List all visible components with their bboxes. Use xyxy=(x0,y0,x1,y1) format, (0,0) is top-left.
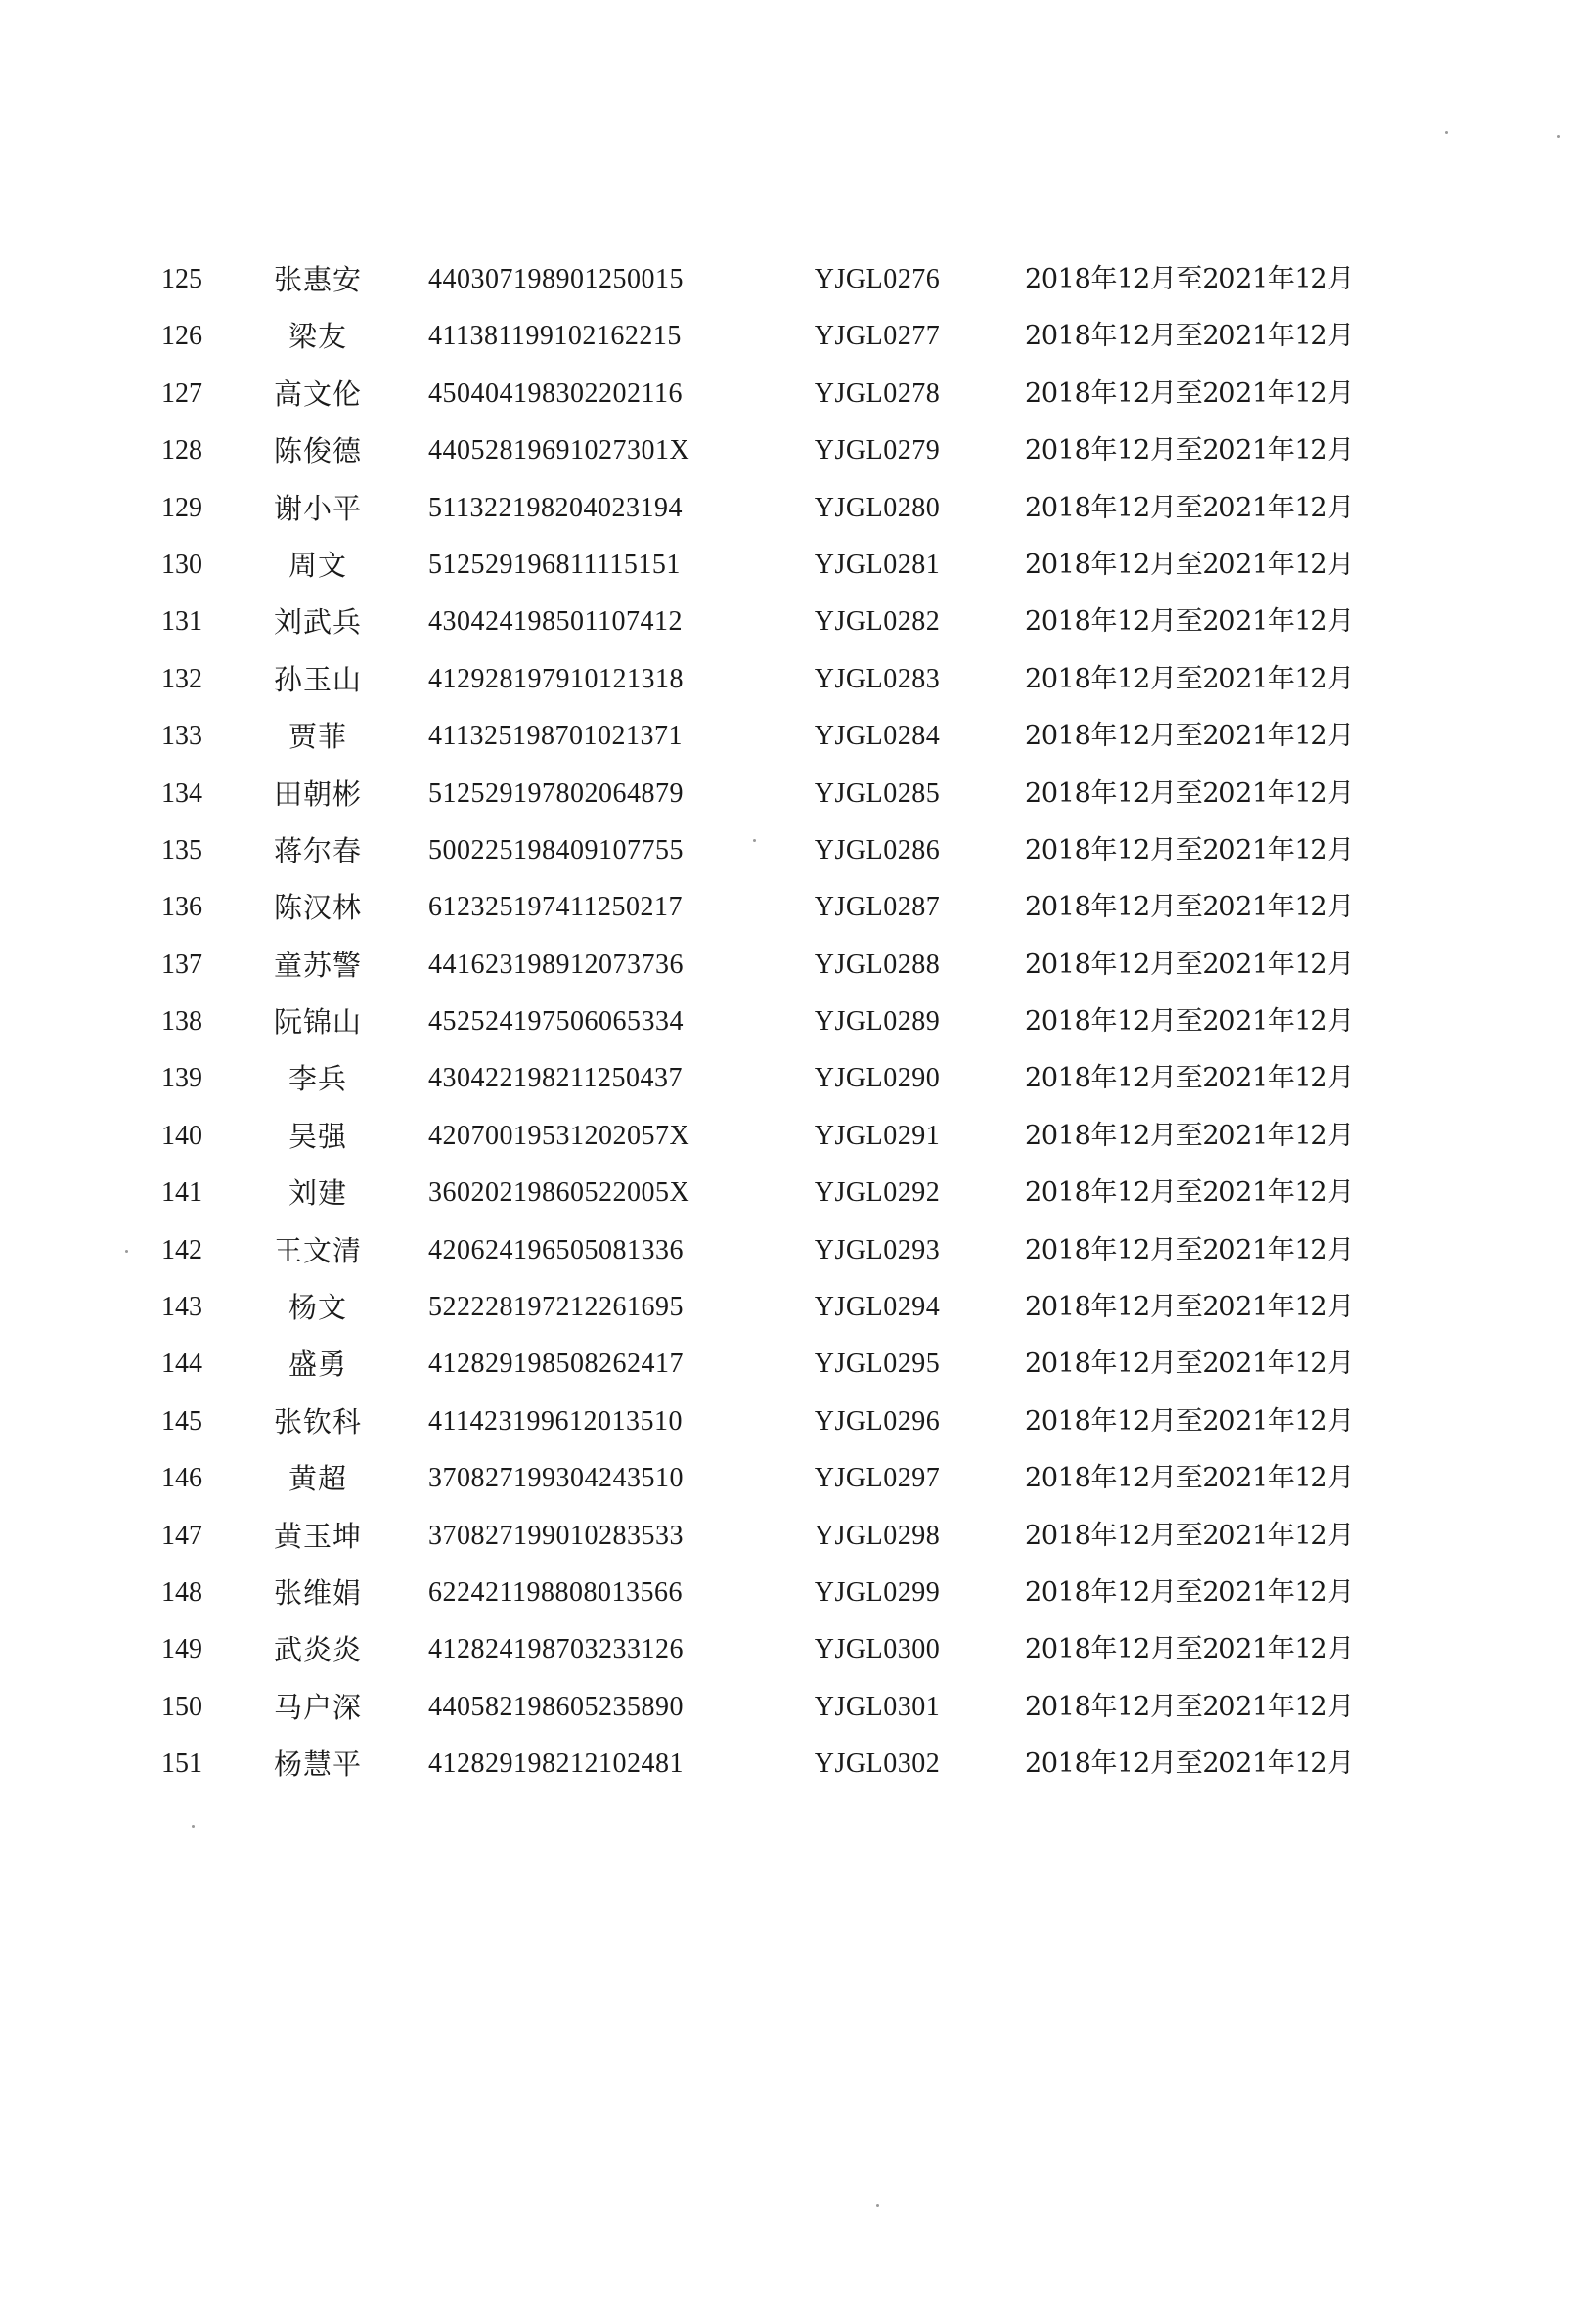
person-name: 童苏警 xyxy=(273,948,362,982)
validity-period: 2018年12月至2021年12月 xyxy=(1024,1691,1354,1722)
id-number: 452524197506065334 xyxy=(428,1006,684,1038)
row-number: 125 xyxy=(161,264,202,294)
row-number: 145 xyxy=(161,1405,202,1437)
certificate-code: YJGL0282 xyxy=(814,606,941,638)
certificate-code: YJGL0302 xyxy=(814,1748,941,1780)
certificate-code: YJGL0284 xyxy=(814,721,941,752)
row-number: 134 xyxy=(161,777,202,809)
row-number: 128 xyxy=(161,435,202,466)
id-number: 612325197411250217 xyxy=(428,892,683,923)
certificate-code: YJGL0288 xyxy=(814,949,941,980)
person-name: 田朝彬 xyxy=(273,776,362,811)
certificate-code: YJGL0292 xyxy=(814,1177,941,1209)
validity-period: 2018年12月至2021年12月 xyxy=(1024,1234,1354,1265)
certificate-code: YJGL0278 xyxy=(814,377,941,409)
person-name: 阮锦山 xyxy=(273,1005,362,1039)
id-number: 412829198508262417 xyxy=(428,1349,684,1380)
row-number: 148 xyxy=(161,1576,202,1608)
validity-period: 2018年12月至2021年12月 xyxy=(1024,377,1354,409)
certificate-code: YJGL0277 xyxy=(814,321,941,352)
validity-period: 2018年12月至2021年12月 xyxy=(1024,321,1354,352)
person-name: 陈汉林 xyxy=(273,891,362,925)
certificate-code: YJGL0296 xyxy=(814,1405,941,1437)
table-row xyxy=(147,313,1418,370)
validity-period: 2018年12月至2021年12月 xyxy=(1024,1576,1354,1608)
id-number: 412928197910121318 xyxy=(428,663,684,694)
person-name: 吴强 xyxy=(288,1119,347,1153)
table-row xyxy=(147,1341,1418,1397)
table-row xyxy=(147,1513,1418,1570)
certificate-code: YJGL0298 xyxy=(814,1520,941,1551)
row-number: 138 xyxy=(161,1006,202,1038)
validity-period: 2018年12月至2021年12月 xyxy=(1024,1006,1354,1038)
validity-period: 2018年12月至2021年12月 xyxy=(1024,1349,1354,1380)
table-row xyxy=(147,1398,1418,1455)
id-number: 411325198701021371 xyxy=(428,721,683,752)
row-number: 130 xyxy=(161,549,202,580)
table-row xyxy=(147,884,1418,941)
row-number: 142 xyxy=(161,1234,202,1265)
validity-period: 2018年12月至2021年12月 xyxy=(1024,1463,1354,1494)
person-name: 黄超 xyxy=(288,1462,347,1496)
person-name: 杨文 xyxy=(288,1291,347,1325)
id-number: 500225198409107755 xyxy=(428,834,684,865)
certificate-code: YJGL0291 xyxy=(814,1120,941,1151)
person-name: 李兵 xyxy=(288,1062,347,1096)
person-name: 黄玉坤 xyxy=(273,1519,362,1553)
validity-period: 2018年12月至2021年12月 xyxy=(1024,1292,1354,1323)
id-number: 412829198212102481 xyxy=(428,1748,684,1780)
person-name: 张维娟 xyxy=(273,1575,362,1610)
person-name: 张钦科 xyxy=(273,1404,362,1438)
id-number: 522228197212261695 xyxy=(428,1292,684,1323)
certificate-code: YJGL0297 xyxy=(814,1463,941,1494)
table-row xyxy=(147,427,1418,484)
id-number: 622421198808013566 xyxy=(428,1576,683,1608)
scan-speck xyxy=(125,1250,128,1253)
person-name: 武炎炎 xyxy=(273,1633,362,1667)
id-number: 440582198605235890 xyxy=(428,1691,684,1722)
id-number: 411381199102162215 xyxy=(428,321,682,352)
row-number: 144 xyxy=(161,1349,202,1380)
table-row xyxy=(147,1284,1418,1341)
table-row xyxy=(147,1626,1418,1683)
row-number: 146 xyxy=(161,1463,202,1494)
validity-period: 2018年12月至2021年12月 xyxy=(1024,264,1354,294)
person-name: 盛勇 xyxy=(288,1348,347,1382)
validity-period: 2018年12月至2021年12月 xyxy=(1024,549,1354,580)
row-number: 131 xyxy=(161,606,202,638)
roster-table xyxy=(147,256,1418,1798)
table-row xyxy=(147,656,1418,713)
id-number: 440307198901250015 xyxy=(428,264,684,294)
person-name: 陈俊德 xyxy=(273,434,362,468)
person-name: 刘武兵 xyxy=(273,605,362,640)
row-number: 151 xyxy=(161,1748,202,1780)
scan-speck xyxy=(876,2204,879,2207)
certificate-code: YJGL0286 xyxy=(814,834,941,865)
table-row xyxy=(147,1741,1418,1797)
row-number: 147 xyxy=(161,1520,202,1551)
validity-period: 2018年12月至2021年12月 xyxy=(1024,1177,1354,1209)
validity-period: 2018年12月至2021年12月 xyxy=(1024,435,1354,466)
certificate-code: YJGL0300 xyxy=(814,1634,941,1665)
certificate-code: YJGL0295 xyxy=(814,1349,941,1380)
certificate-code: YJGL0290 xyxy=(814,1063,941,1094)
table-row xyxy=(147,1113,1418,1170)
scan-speck xyxy=(1557,135,1560,138)
row-number: 141 xyxy=(161,1177,202,1209)
row-number: 127 xyxy=(161,377,202,409)
id-number: 420624196505081336 xyxy=(428,1234,684,1265)
certificate-code: YJGL0293 xyxy=(814,1234,941,1265)
certificate-code: YJGL0289 xyxy=(814,1006,941,1038)
row-number: 139 xyxy=(161,1063,202,1094)
id-number: 36020219860522005X xyxy=(428,1177,690,1209)
id-number: 512529196811115151 xyxy=(428,549,681,580)
validity-period: 2018年12月至2021年12月 xyxy=(1024,1405,1354,1437)
certificate-code: YJGL0294 xyxy=(814,1292,941,1323)
id-number: 511322198204023194 xyxy=(428,492,683,523)
id-number: 441623198912073736 xyxy=(428,949,684,980)
certificate-code: YJGL0276 xyxy=(814,264,941,294)
id-number: 44052819691027301X xyxy=(428,435,690,466)
id-number: 512529197802064879 xyxy=(428,777,684,809)
row-number: 137 xyxy=(161,949,202,980)
person-name: 马户深 xyxy=(273,1690,362,1724)
validity-period: 2018年12月至2021年12月 xyxy=(1024,663,1354,694)
person-name: 蒋尔春 xyxy=(273,833,362,867)
person-name: 孙玉山 xyxy=(273,662,362,696)
validity-period: 2018年12月至2021年12月 xyxy=(1024,1063,1354,1094)
id-number: 450404198302202116 xyxy=(428,377,683,409)
validity-period: 2018年12月至2021年12月 xyxy=(1024,777,1354,809)
id-number: 370827199010283533 xyxy=(428,1520,684,1551)
table-row xyxy=(147,598,1418,655)
id-number: 430424198501107412 xyxy=(428,606,683,638)
certificate-code: YJGL0281 xyxy=(814,549,941,580)
person-name: 高文伦 xyxy=(273,376,362,411)
person-name: 周文 xyxy=(288,548,347,582)
table-row xyxy=(147,485,1418,542)
table-row xyxy=(147,998,1418,1055)
person-name: 贾菲 xyxy=(288,720,347,754)
id-number: 42070019531202057X xyxy=(428,1120,690,1151)
id-number: 412824198703233126 xyxy=(428,1634,684,1665)
person-name: 张惠安 xyxy=(273,263,362,296)
table-row xyxy=(147,1684,1418,1741)
validity-period: 2018年12月至2021年12月 xyxy=(1024,949,1354,980)
person-name: 刘建 xyxy=(288,1176,347,1211)
certificate-code: YJGL0280 xyxy=(814,492,941,523)
row-number: 132 xyxy=(161,663,202,694)
validity-period: 2018年12月至2021年12月 xyxy=(1024,606,1354,638)
certificate-code: YJGL0285 xyxy=(814,777,941,809)
table-row xyxy=(147,256,1418,313)
table-row xyxy=(147,1170,1418,1226)
table-row xyxy=(147,371,1418,427)
table-row xyxy=(147,1570,1418,1626)
row-number: 143 xyxy=(161,1292,202,1323)
row-number: 136 xyxy=(161,892,202,923)
certificate-code: YJGL0283 xyxy=(814,663,941,694)
id-number: 430422198211250437 xyxy=(428,1063,683,1094)
row-number: 140 xyxy=(161,1120,202,1151)
table-row xyxy=(147,827,1418,884)
row-number: 133 xyxy=(161,721,202,752)
validity-period: 2018年12月至2021年12月 xyxy=(1024,834,1354,865)
scan-speck xyxy=(192,1825,195,1828)
validity-period: 2018年12月至2021年12月 xyxy=(1024,892,1354,923)
table-row xyxy=(147,542,1418,598)
row-number: 129 xyxy=(161,492,202,523)
row-number: 135 xyxy=(161,834,202,865)
table-row xyxy=(147,942,1418,998)
person-name: 梁友 xyxy=(288,320,347,354)
certificate-code: YJGL0287 xyxy=(814,892,941,923)
validity-period: 2018年12月至2021年12月 xyxy=(1024,492,1354,523)
table-row xyxy=(147,713,1418,770)
person-name: 王文清 xyxy=(273,1233,362,1267)
table-row xyxy=(147,1055,1418,1112)
person-name: 杨慧平 xyxy=(273,1747,362,1782)
row-number: 150 xyxy=(161,1691,202,1722)
certificate-code: YJGL0279 xyxy=(814,435,941,466)
certificate-code: YJGL0301 xyxy=(814,1691,941,1722)
validity-period: 2018年12月至2021年12月 xyxy=(1024,1520,1354,1551)
table-row xyxy=(147,1227,1418,1284)
validity-period: 2018年12月至2021年12月 xyxy=(1024,1120,1354,1151)
row-number: 149 xyxy=(161,1634,202,1665)
table-row xyxy=(147,1455,1418,1512)
id-number: 411423199612013510 xyxy=(428,1405,683,1437)
certificate-code: YJGL0299 xyxy=(814,1576,941,1608)
validity-period: 2018年12月至2021年12月 xyxy=(1024,721,1354,752)
id-number: 370827199304243510 xyxy=(428,1463,684,1494)
validity-period: 2018年12月至2021年12月 xyxy=(1024,1748,1354,1780)
row-number: 126 xyxy=(161,321,202,352)
scan-speck xyxy=(1445,131,1448,134)
person-name: 谢小平 xyxy=(273,491,362,525)
table-row xyxy=(147,771,1418,827)
validity-period: 2018年12月至2021年12月 xyxy=(1024,1634,1354,1665)
